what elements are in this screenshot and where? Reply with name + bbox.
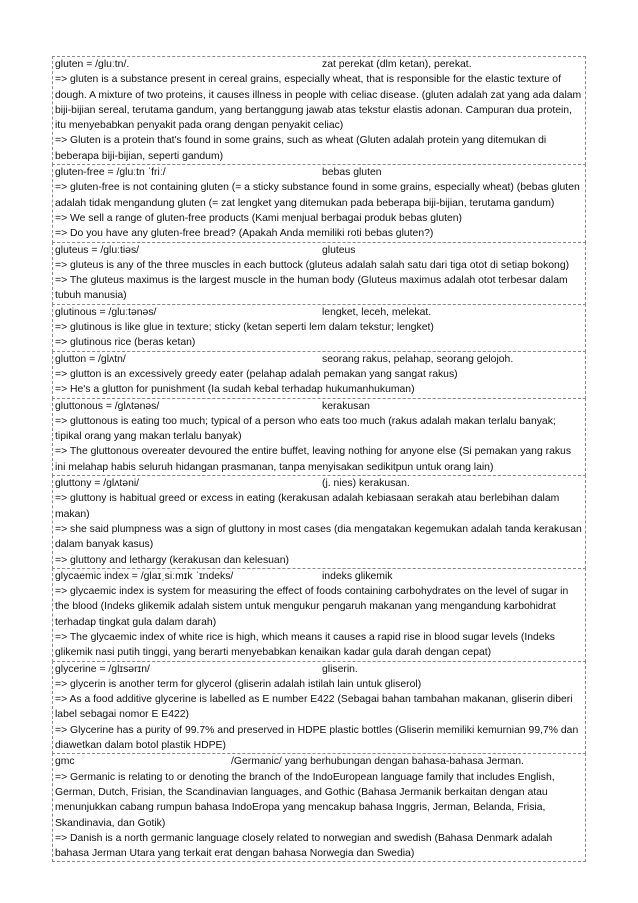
entry-example: => As a food additive glycerine is labelled as E number E422 (Sebagai bahan tambahan makanan, gliserin diberi label sebagai nomor E E422)	[55, 694, 573, 721]
entry-header	[55, 243, 583, 258]
entry-header	[55, 569, 583, 584]
entry-header	[55, 165, 583, 180]
entry-example: => Germanic is relating to or denoting the branch of the IndoEuropean language family that includes English, German, Dutch, Frisian, the Scandinavian languages, and Gothic (Bahasa Jermanik berkaitan dengan atau menunjukkan cabang rumpun bahasa IndoEropa yang mencakup bahasa Inggris, Jerman, Belanda, Frisia, Skandinavia, dan Gotik)	[55, 771, 555, 829]
entry-example: => gluteus is any of the three muscles in each buttock (gluteus adalah salah satu dari tiga otot di setiap bokong)	[55, 259, 570, 271]
entry-header	[55, 399, 583, 414]
entry-term: gluten = /ɡluːtn/.	[55, 59, 130, 70]
entry-example: => Do you have any gluten-free bread? (Apakah Anda memiliki roti bebas gluten?)	[55, 228, 434, 240]
entry-gloss: bebas gluten	[322, 167, 382, 179]
entry-gloss: /Germanic/ yang berhubungan dengan bahasa-bahasa Jerman.	[231, 756, 524, 768]
entry-header	[55, 476, 583, 491]
entry-glutinous	[52, 304, 586, 352]
entry-example: => glutton is an excessively greedy eater (pelahap adalah pemakan yang sangat rakus)	[55, 368, 458, 380]
entry-term: gluten-free = /ɡluːtn ˈfriː/	[55, 167, 166, 179]
entry-term: gluttonous = /ɡlʌtənəs/	[55, 400, 160, 412]
entry-glycerine	[52, 661, 586, 755]
entry-term: gluteus = /ɡluːtiəs/	[55, 244, 140, 256]
entry-example: => Gluten is a protein that's found in some grains, such as wheat (Gluten adalah protein yang ditemukan di beberapa biji-bijian, seperti gandum)	[55, 135, 547, 162]
entry-example: => glycaemic index is system for measuring the effect of foods containing carbohydrates on the level of sugar in the blood (Indeks glikemik adalah sistem untuk mengukur pengaruh makanan yang mengandung karbohidrat terhadap tingkat gula dalam darah)	[55, 586, 569, 628]
entry-example: => gluttony is habitual greed or excess in eating (kerakusan adalah kebiasaan serakah atau berlebihan dalam makan)	[55, 493, 560, 520]
entry-gloss: seorang rakus, pelahap, seorang gelojoh.	[322, 353, 514, 365]
entry-gloss: gliserin.	[322, 663, 358, 675]
entry-example: => We sell a range of gluten-free products (Kami menjual berbagai produk bebas gluten)	[55, 212, 463, 224]
entry-term: gmc	[55, 756, 75, 768]
entry-example: => gluttonous is eating too much; typical of a person who eats too much (rakus adalah makan terlalu banyak; tipikal orang yang makan terlalu banyak)	[55, 415, 556, 443]
entry-glycaemic-index	[52, 568, 586, 662]
entry-header	[55, 305, 583, 320]
entry-glutton	[52, 351, 586, 399]
entry-gmc	[52, 753, 586, 862]
entry-term: glutton = /ɡlʌtn/	[55, 353, 126, 365]
entry-term: glycerine = /ɡlɪsərɪn/	[55, 663, 150, 675]
entry-gloss: indeks glikemik	[322, 570, 393, 582]
entry-gloss: kerakusan	[322, 400, 370, 412]
entry-gloss: lengket, leceh, melekat.	[322, 306, 432, 318]
entry-example: => The gluttonous overeater devoured the entire buffet, leaving nothing for anyone else (Si pemakan yang rakus ini melahap habis seluruh hidangan prasmanan, tanpa menyisakan sedikitpun untuk orang lain)	[55, 446, 572, 473]
entry-example: => The glycaemic index of white rice is high, which means it causes a rapid rise in blood sugar levels (Indeks glikemik nasi putih tinggi, yang berarti menyebabkan kenaikan kadar gula darah dengan cepat)	[55, 631, 555, 659]
entry-gloss: (j. nies) kerakusan.	[322, 478, 410, 490]
entry-example: => glutinous is like glue in texture; sticky (ketan seperti lem dalam tekstur; lengket)	[55, 322, 434, 334]
entry-header	[55, 754, 583, 769]
entry-gloss: zat perekat (dlm ketan), perekat.	[322, 59, 472, 70]
entry-term: gluttony = /ɡlʌtəni/	[55, 478, 140, 490]
entry-header	[55, 57, 583, 72]
entry-example: => gluttony and lethargy (kerakusan dan kelesuan)	[55, 554, 289, 566]
entry-example: => glutinous rice (beras ketan)	[55, 337, 196, 349]
entry-term: glutinous = /ɡluːtənəs/	[55, 306, 157, 318]
entry-term: glycaemic index = /ɡlaɪˌsiːmɪk ˈɪndeks/	[55, 570, 234, 582]
entry-gloss: gluteus	[322, 244, 356, 256]
entry-example: => Danish is a north germanic language closely related to norwegian and swedish (Bahasa Denmark adalah bahasa Jerman Utara yang terkait erat dengan bahasa Norwegia dan Swedia)	[55, 832, 553, 860]
entry-example: => He's a glutton for punishment (Ia sudah kebal terhadap hukumanhukuman)	[55, 384, 415, 396]
entry-example: => Glycerine has a purity of 99.7% and preserved in HDPE plastic bottles (Gliserin memiliki kemurnian 99,7% dan diawetkan dalam botol plastik HDPE)	[55, 724, 579, 752]
entry-gluttony	[52, 475, 586, 569]
entry-example: => she said plumpness was a sign of gluttony in most cases (dia mengatakan kegemukan adalah tanda kerakusan dalam banyak kasus)	[55, 523, 582, 551]
entry-header	[55, 352, 583, 367]
entry-example: => The gluteus maximus is the largest muscle in the human body (Gluteus maximus adalah otot terbesar dalam tubuh manusia)	[55, 275, 568, 302]
dictionary-page	[52, 56, 586, 862]
entry-example: => gluten-free is not containing gluten (= a sticky substance found in some grains, especially wheat) (bebas gluten adalah tidak mengandung gluten (= zat lengket yang ditemukan pada beberapa biji-bijian, terutama gandum)	[55, 182, 580, 209]
entry-gluten	[52, 56, 586, 165]
entry-gluteus	[52, 242, 586, 305]
entry-gluttonous	[52, 398, 586, 476]
entry-example: => glycerin is another term for glycerol (gliserin adalah istilah lain untuk gliserol)	[55, 678, 422, 690]
entry-header	[55, 662, 583, 677]
entry-example: => gluten is a substance present in cereal grains, especially wheat, that is responsible for the elastic texture of dough. A mixture of two proteins, it causes illness in people with celiac disease. (gluten adalah zat yang ada dalam biji-bijian sereal, terutama gandum, yang bertanggung jawab atas tekstur elastis adonan. Campuran dua protein, itu menyebabkan penyakit pada orang dengan penyakit celiac)	[55, 74, 582, 132]
entry-gluten-free	[52, 164, 586, 242]
